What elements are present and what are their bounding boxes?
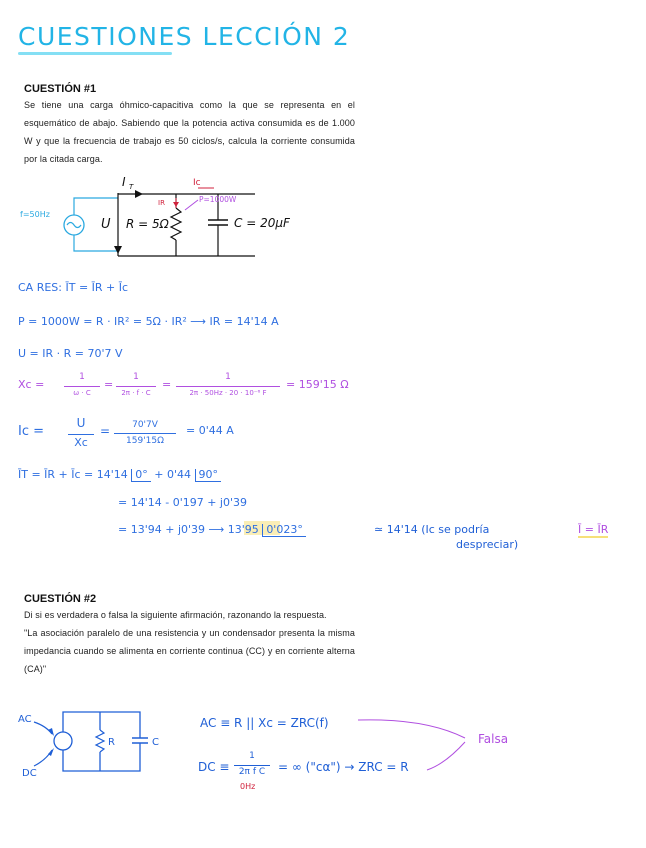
r-label-2: R	[108, 737, 115, 748]
page-title: CUESTIONES LECCIÓN 2	[18, 22, 351, 51]
xc-frac3-den: 2π · 50Hz · 20 · 10⁻⁶ F	[189, 389, 267, 397]
q2-quote: "La asociación paralelo de una resistencia y un condensador presenta la misma impedancia cuando se alimenta en corriente continua (CC) y en corriente alterna (CA)"	[24, 628, 355, 674]
ic-frac2-num: 70'7V	[132, 420, 158, 430]
xc-frac1-num: 1	[79, 372, 85, 382]
source-icon	[54, 732, 72, 750]
xc-frac1-den: ω · C	[73, 389, 91, 397]
ac-label: AC	[18, 714, 32, 725]
dc-equation-result: = ∞ ("cα") → ZRC = R	[278, 760, 409, 774]
q2-intro: Di si es verdadera o falsa la siguiente afirmación, razonando la respuesta.	[24, 610, 327, 620]
r-label: R = 5Ω	[126, 217, 169, 231]
dc-zero-hz-note: 0Hz	[240, 782, 256, 791]
dc-equation-label: DC ≡	[198, 760, 230, 774]
approx-note-2: despreciar)	[456, 538, 519, 551]
line-voltage: U = IR · R = 70'7 V	[18, 347, 123, 360]
line-kirchhoff: CA RES: ĪT = ĪR + Īc	[18, 281, 129, 294]
dc-frac-den: 2π f C	[238, 767, 266, 777]
rectangular-form: = 14'14 - 0'197 + j0'39	[118, 496, 247, 509]
c-label-2: C	[152, 737, 159, 748]
it-sub-label: T	[129, 183, 134, 191]
title-underline	[18, 52, 172, 55]
c-label: C = 20μF	[234, 216, 290, 230]
line-power: P = 1000W = R · IR² = 5Ω · IR² ⟶ IR = 14'14 A	[18, 315, 279, 328]
ic-frac1-num: U	[76, 416, 86, 430]
approx-note: ≃ 14'14 (Ic se podría	[374, 523, 490, 536]
ic-label: Ic	[193, 178, 201, 188]
angle-0: 0°	[131, 469, 151, 482]
ic-frac1-den: Xc	[74, 436, 88, 449]
answer-falsa: Falsa	[478, 732, 509, 746]
q2-heading: CUESTIÓN #2	[24, 593, 97, 605]
xc-frac2-num: 1	[133, 372, 139, 382]
u-label: U	[101, 217, 111, 232]
xc-result: = 159'15 Ω	[286, 378, 349, 391]
q1-heading: CUESTIÓN #1	[24, 83, 97, 95]
it-label: I	[122, 175, 126, 189]
angle-90: 90°	[195, 469, 222, 482]
ir-label: IR	[158, 199, 165, 207]
angle-final: 0'023°	[262, 524, 306, 537]
q2-circuit	[0, 700, 180, 790]
final-result: = 13'94 + j0'39 ⟶ 13'95 0'023°	[118, 523, 306, 537]
xc-label: Xc =	[18, 378, 45, 391]
dc-frac-num: 1	[249, 751, 255, 761]
ic-frac2-den: 159'15Ω	[126, 436, 164, 446]
ic-eq-label: Ic =	[18, 424, 45, 439]
conclusion-lines	[355, 712, 480, 774]
ac-equation: AC ≡ R || Xc = ZRC(f)	[200, 716, 329, 730]
freq-label: f=50Hz	[20, 210, 50, 219]
approx-equal: Ī = ĪR	[578, 523, 609, 536]
q1-text: Se tiene una carga óhmico-capacitiva como la que se representa en el esquemático de abajo. Sabiendo que la potencia activa consumida es de 1.000 W y que la frecuencia de trabajo es 50 ciclos/s, calcula la corriente consumida por la citada carga.	[24, 100, 355, 164]
phasor-sum: ĪT = ĪR + Īc = 14'14 0° + 0'44 90°	[18, 468, 221, 482]
q1-circuit	[0, 168, 330, 268]
dc-label: DC	[22, 768, 37, 779]
ic-result: = 0'44 A	[186, 424, 234, 437]
xc-frac2-den: 2π · f · C	[121, 389, 151, 397]
xc-frac3-num: 1	[225, 372, 231, 382]
power-label: P=1000W	[199, 195, 237, 204]
